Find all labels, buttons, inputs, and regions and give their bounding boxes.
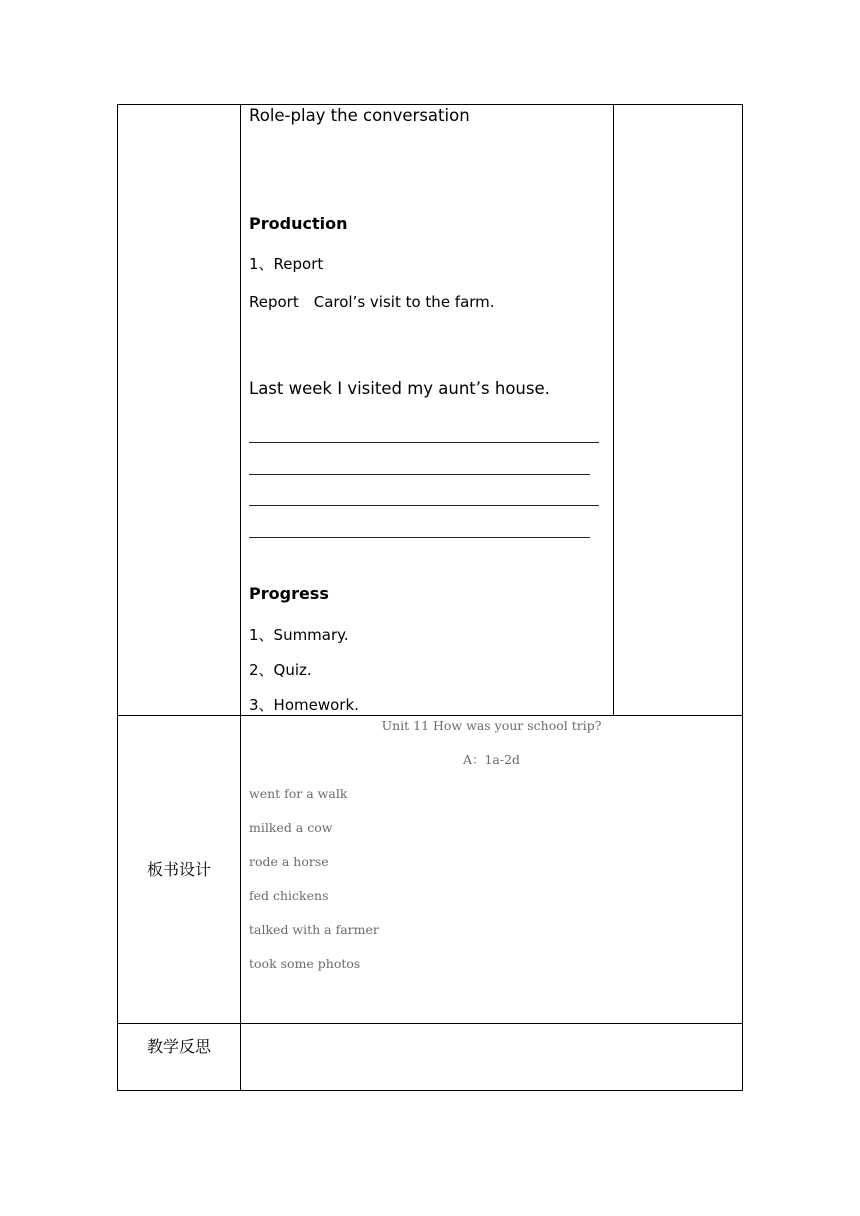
teaching-reflection-content[interactable] xyxy=(249,1037,729,1077)
answer-blank-line[interactable] xyxy=(249,442,599,443)
report-task: Report Carol’s visit to the farm. xyxy=(249,293,495,311)
board-phrase: took some photos xyxy=(249,956,361,971)
roleplay-text: Role-play the conversation xyxy=(249,106,470,125)
board-title: Unit 11 How was your school trip? xyxy=(381,718,602,733)
board-design-label: 板书设计 xyxy=(146,860,211,879)
table-border-col2 xyxy=(613,104,614,716)
board-phrase: talked with a farmer xyxy=(249,922,379,937)
board-phrase: milked a cow xyxy=(249,820,333,835)
board-phrase: fed chickens xyxy=(249,888,329,903)
answer-blank-line[interactable] xyxy=(249,537,590,538)
table-border-left xyxy=(117,104,118,1091)
writing-prompt: Last week I visited my aunt’s house. xyxy=(249,379,550,398)
progress-item: 1、Summary. xyxy=(249,626,349,644)
report-item: 1、Report xyxy=(249,255,324,273)
progress-heading: Progress xyxy=(249,584,329,603)
table-border-row2-bottom xyxy=(117,1023,743,1024)
table-border-bottom xyxy=(117,1090,743,1091)
table-border-col1 xyxy=(240,104,241,1091)
teaching-reflection-label: 教学反思 xyxy=(146,1037,211,1056)
table-border-row1-bottom xyxy=(117,715,743,716)
table-border-right xyxy=(742,104,743,1091)
answer-blank-line[interactable] xyxy=(249,505,599,506)
answer-blank-line[interactable] xyxy=(249,474,590,475)
board-phrase: rode a horse xyxy=(249,854,329,869)
table-border-top xyxy=(117,104,743,105)
board-phrase: went for a walk xyxy=(249,786,348,801)
progress-item: 2、Quiz. xyxy=(249,661,312,679)
progress-item: 3、Homework. xyxy=(249,696,359,714)
board-subtitle: A：1a-2d xyxy=(462,752,521,767)
production-heading: Production xyxy=(249,214,348,233)
